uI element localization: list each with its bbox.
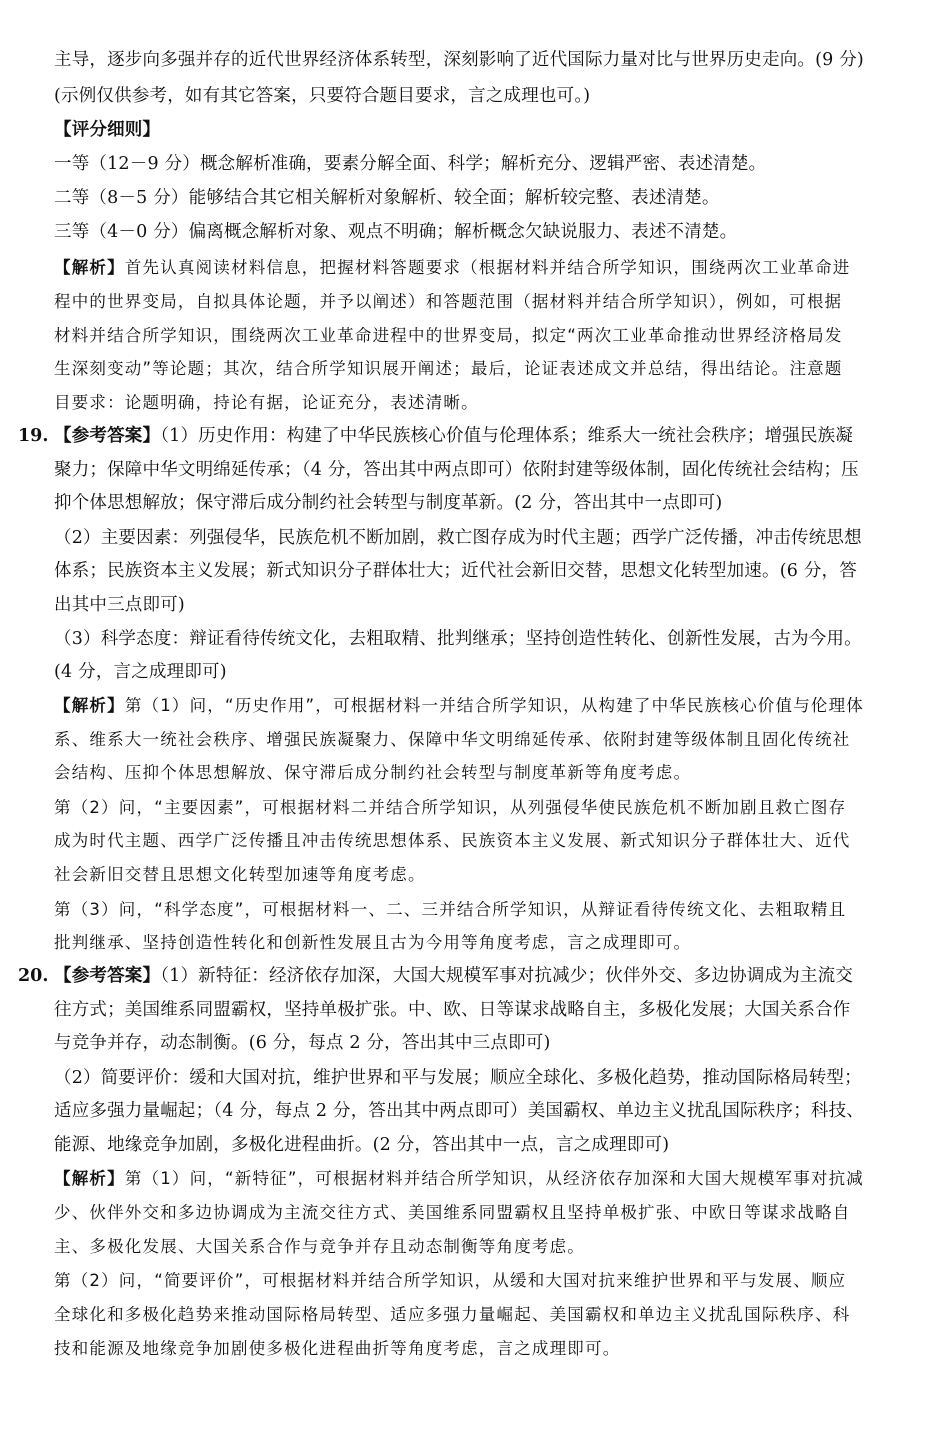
q20-analysis-line: 主、多极化发展、大国关系合作与竞争并存且动态制衡等角度考虑。 (54, 1237, 585, 1256)
grading-title: 【评分细则】 (54, 120, 161, 140)
grading-line: 三等（4－0 分）偏离概念解析对象、观点不明确；解析概念欠缺说服力、表述不清楚。 (54, 222, 738, 242)
analysis-label: 【解析】 (54, 258, 125, 277)
q19-analysis-line: 第（2）问，“主要因素”，可根据材料二并结合所学知识，从列强侵华使民族危机不断加剧且救亡图存 (54, 798, 847, 817)
analysis-label: 【解析】 (54, 696, 125, 715)
q20-analysis-line: 技和能源及地缘竞争加剧使多极化进程曲折等角度考虑，言之成理即可。 (54, 1339, 621, 1358)
q19-analysis-line: 【解析】第（1）问，“历史作用”，可根据材料一并结合所学知识，从构建了中华民族核心价值与伦理体 (54, 696, 865, 715)
q20-answer-line: 能源、地缘竞争加剧，多极化进程曲折。(2 分，答出其中一点，言之成理即可) (54, 1135, 670, 1155)
q20-analysis-line: 第（2）问，“简要评价”，可根据材料并结合所学知识，从缓和大国对抗来维护世界和平与发展、顺应 (54, 1271, 847, 1290)
q20-analysis-line: 【解析】第（1）问，“新特征”，可根据材料并结合所学知识，从经济依存加深和大国大规模军事对抗减 (54, 1169, 865, 1188)
grading-line: 二等（8－5 分）能够结合其它相关解析对象解析、较全面；解析较完整、表述清楚。 (54, 188, 720, 208)
q19-analysis-line: 系、维系大一统社会秩序、增强民族凝聚力、保障中华文明绵延传承、依附封建等级体制且固化传统社 (54, 730, 851, 749)
question-number: 20. (18, 966, 49, 986)
q20-answer-line: 【参考答案】（1）新特征：经济依存加深，大国大规模军事对抗减少；伙伴外交、多边协调成为主流交 (54, 966, 854, 986)
question-number: 19. (18, 426, 49, 446)
grading-line: 一等（12－9 分）概念解析准确，要素分解全面、科学；解析充分、逻辑严密、表述清楚。 (54, 154, 767, 174)
q19-analysis-line: 成为时代主题、西学广泛传播且冲击传统思想体系、民族资本主义发展、新式知识分子群体壮大、近代 (54, 831, 851, 850)
q19-answer-line: （3）科学态度：辩证看待传统文化，去粗取精、批判继承；坚持创造性转化、创新性发展，古为今用。 (54, 629, 862, 649)
q19-answer-line: 出其中三点即可) (54, 595, 185, 615)
q19-answer-line: 【参考答案】（1）历史作用：构建了中华民族核心价值与伦理体系；维系大一统社会秩序；增强民族凝 (54, 426, 854, 446)
q19-answer-line: 体系；民族资本主义发展；新式知识分子群体壮大；近代社会新旧交替，思想文化转型加速。(6 分，答 (54, 561, 857, 581)
q19-answer-line: (4 分，言之成理即可) (54, 662, 227, 682)
q20-answer-line: 适应多强力量崛起；（4 分，每点 2 分，答出其中两点即可）美国霸权、单边主义扰乱国际秩序；科技、 (54, 1101, 865, 1121)
q20-answer-line: 与竞争并存，动态制衡。(6 分，每点 2 分，答出其中三点即可) (54, 1033, 551, 1053)
q18-analysis-line: 生深刻变动”等论题；其次，结合所学知识展开阐述；最后，论证表述成文并总结，得出结论。注意题 (54, 359, 843, 378)
answer-label: 【参考答案】 (54, 426, 161, 446)
q18-text-line: 主导，逐步向多强并存的近代世界经济体系转型，深刻影响了近代国际力量对比与世界历史走向。(9 分) (54, 50, 864, 70)
q20-analysis-line: 少、伙伴外交和多边协调成为主流交往方式、美国维系同盟霸权且坚持单极扩张、中欧日等谋求战略自 (54, 1203, 851, 1222)
q19-answer-line: 聚力；保障中华文明绵延传承；（4 分，答出其中两点即可）依附封建等级体制，固化传统社会结构；压 (54, 460, 859, 480)
q20-answer-line: （2）简要评价：缓和大国对抗，维护世界和平与发展；顺应全球化、多极化趋势，推动国际格局转型； (54, 1068, 862, 1088)
q18-analysis-line: 材料并结合所学知识，围绕两次工业革命进程中的世界变局，拟定“两次工业革命推动世界经济格局发 (54, 326, 843, 345)
q18-note-line: (示例仅供参考，如有其它答案，只要符合题目要求，言之成理也可。) (54, 86, 591, 106)
q18-analysis-line: 目要求：论题明确，持论有据，论证充分，表述清晰。 (54, 393, 479, 412)
q19-answer-line: （2）主要因素：列强侵华，民族危机不断加剧，救亡图存成为时代主题；西学广泛传播，冲击传统思想 (54, 528, 862, 548)
q20-analysis-line: 全球化和多极化趋势来推动国际格局转型、适应多强力量崛起、美国霸权和单边主义扰乱国际秩序、科 (54, 1305, 851, 1324)
analysis-label: 【解析】 (54, 1169, 125, 1188)
answer-label: 【参考答案】 (54, 966, 161, 986)
q18-analysis-line: 【解析】首先认真阅读材料信息，把握材料答题要求（根据材料并结合所学知识，围绕两次工业革命进 (54, 258, 851, 277)
q19-analysis-line: 第（3）问，“科学态度”，可根据材料一、二、三并结合所学知识，从辩证看待传统文化、去粗取精且 (54, 900, 847, 919)
q19-answer-line: 抑个体思想解放；保守滞后成分制约社会转型与制度革新。(2 分，答出其中一点即可) (54, 493, 723, 513)
q19-analysis-line: 社会新旧交替且思想文化转型加速等角度考虑。 (54, 865, 426, 884)
q19-analysis-line: 会结构、压抑个体思想解放、保守滞后成分制约社会转型与制度革新等角度考虑。 (54, 763, 692, 782)
q18-analysis-line: 程中的世界变局，自拟具体论题，并予以阐述）和答题范围（据材料并结合所学知识），例如，可根据 (54, 292, 843, 311)
q20-answer-line: 往方式；美国维系同盟霸权，坚持单极扩张。中、欧、日等谋求战略自主，多极化发展；大国关系合作 (54, 1000, 851, 1020)
q19-analysis-line: 批判继承、坚持创造性转化和创新性发展且古为今用等角度考虑，言之成理即可。 (54, 933, 692, 952)
